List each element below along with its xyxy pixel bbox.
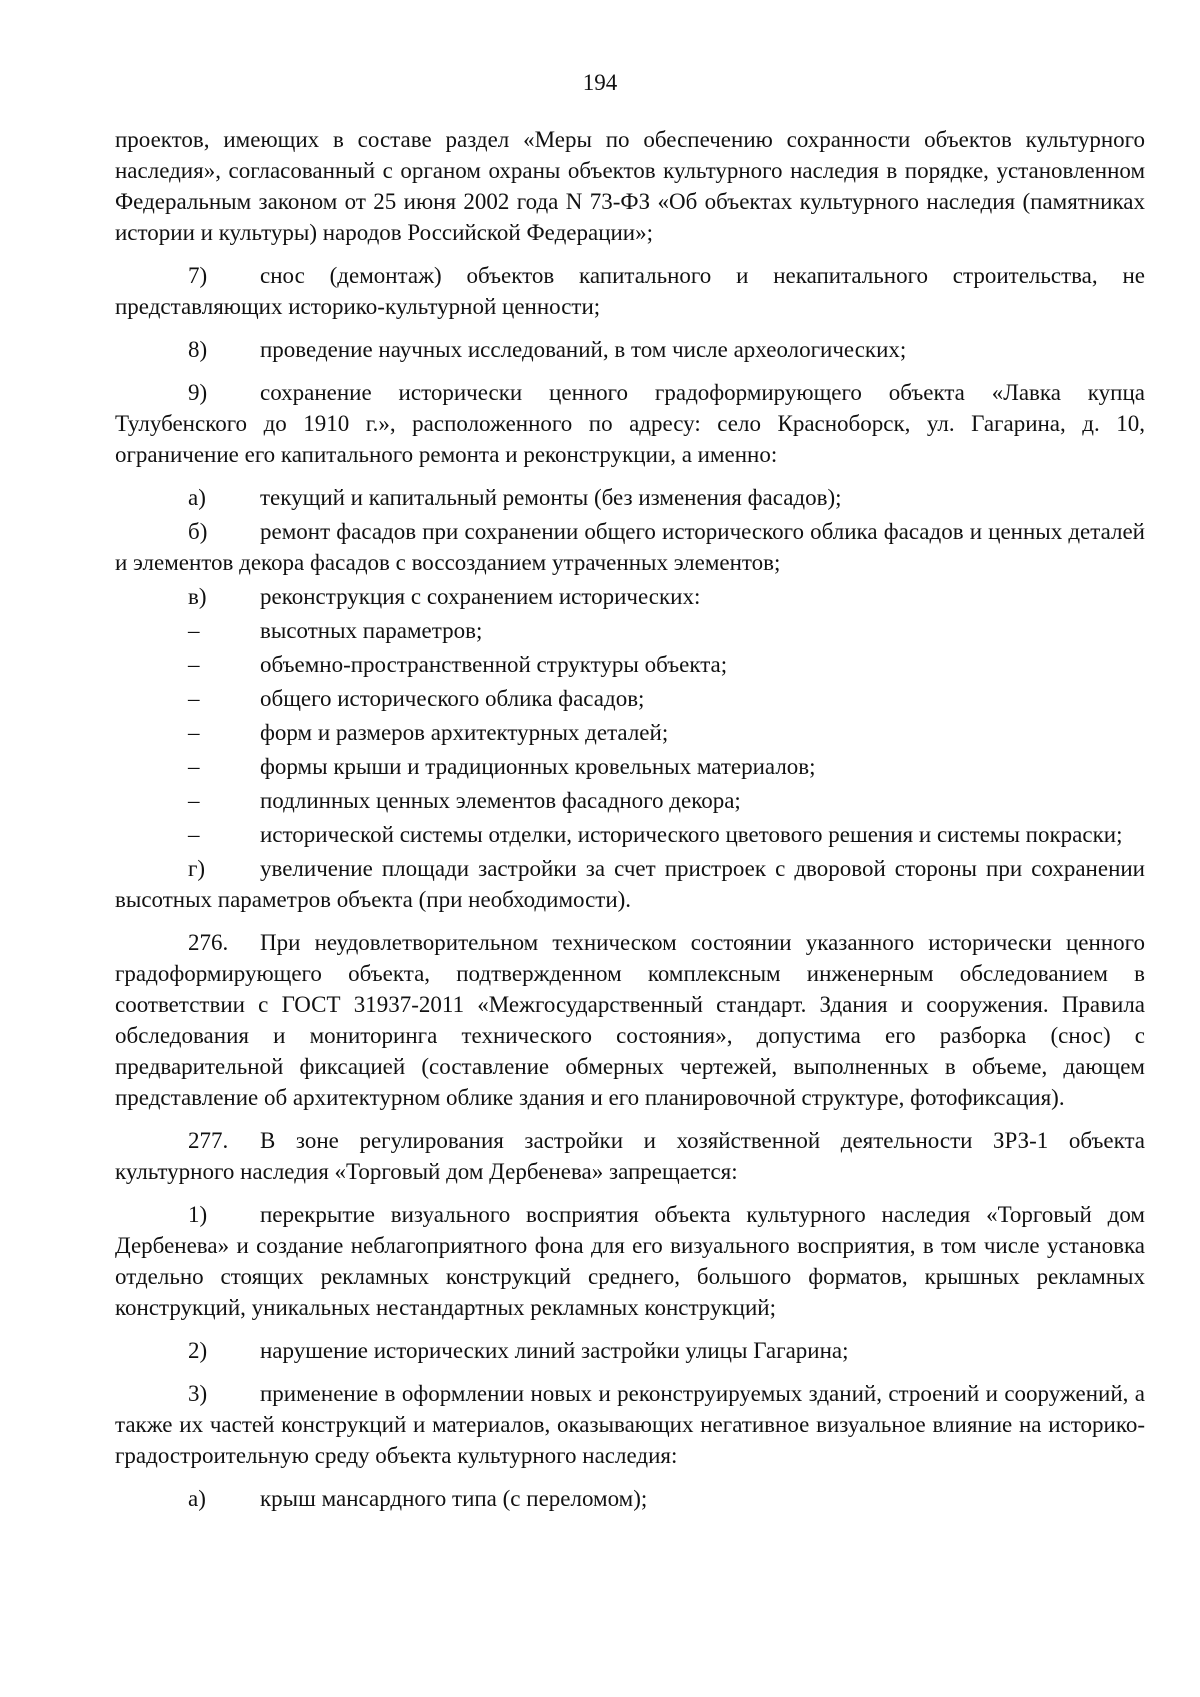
paragraph-continuation (115, 124, 1145, 248)
item-number: 3) (188, 1381, 208, 1406)
item-number: 1) (188, 1202, 208, 1227)
dash-item (115, 785, 1145, 816)
clause-text: При неудовлетворительном техническом состоянии указанного исторически ценного градоформирующего объекта, подтвержденном комплексным инженерным обследованием в соответствии с ГОСТ 31937-2011 «Межгосударственный стандарт. Здания и сооружения. Правила обследования и мониторинга технического состояния», допустима его разборка (снос) с предварительной фиксацией (составление обмерных чертежей, выполненных в объеме, дающем представление об архитектурном облике здания и его планировочной структуре, фотофиксация). (115, 930, 1145, 1110)
item-letter: а) (188, 485, 206, 510)
dash-marker: – (188, 754, 200, 779)
dash-item (115, 751, 1145, 782)
paragraph-text: проектов, имеющих в составе раздел «Меры по обеспечению сохранности объектов культурного наследия», согласованный с органом охраны объектов культурного наследия в порядке, установленном Федеральным законом от 25 июня 2002 года N 73-ФЗ «Об объектах культурного наследия (памятниках истории и культуры) народов Российской Федерации»; (115, 127, 1145, 245)
list-item-3 (115, 1378, 1145, 1471)
item-text: объемно-пространственной структуры объекта; (260, 652, 728, 677)
dash-item (115, 717, 1145, 748)
dash-item (115, 819, 1145, 850)
item-text: форм и размеров архитектурных деталей; (260, 720, 669, 745)
dash-item (115, 683, 1145, 714)
sub-item-g (115, 853, 1145, 915)
item-number: 9) (188, 380, 208, 405)
item-number: 7) (188, 263, 208, 288)
item-text: сохранение исторически ценного градоформирующего объекта «Лавка купца Тулубенского до 1910 г.», расположенного по адресу: село Красноборск, ул. Гагарина, д. 10, ограничение его капитального ремонта и реконструкции, а именно: (115, 380, 1145, 467)
page-number: 194 (582, 70, 618, 95)
item-text: формы крыши и традиционных кровельных материалов; (260, 754, 816, 779)
list-item-7 (115, 260, 1145, 322)
item-text: высотных параметров; (260, 618, 483, 643)
item-number: 8) (188, 337, 208, 362)
item-text: общего исторического облика фасадов; (260, 686, 645, 711)
dash-item (115, 615, 1145, 646)
item-text: снос (демонтаж) объектов капитального и некапитального строительства, не представляющих историко-культурной ценности; (115, 263, 1145, 319)
sub-item-b (115, 516, 1145, 578)
dash-marker: – (188, 788, 200, 813)
item-text: перекрытие визуального восприятия объекта культурного наследия «Торговый дом Дербенева» и создание неблагоприятного фона для его визуального восприятия, в том числе установка отдельно стоящих рекламных конструкций среднего, большого форматов, крышных рекламных конструкций, уникальных нестандартных рекламных конструкций; (115, 1202, 1145, 1320)
item-text: нарушение исторических линий застройки улицы Гагарина; (260, 1338, 849, 1363)
clause-277 (115, 1125, 1145, 1187)
item-text: текущий и капитальный ремонты (без изменения фасадов); (260, 485, 842, 510)
item-number: 2) (188, 1338, 208, 1363)
dash-marker: – (188, 618, 200, 643)
item-letter: б) (188, 519, 208, 544)
list-item-2 (115, 1335, 1145, 1366)
sub-item-a-2 (115, 1483, 1145, 1514)
list-item-8 (115, 334, 1145, 365)
item-text: ремонт фасадов при сохранении общего исторического облика фасадов и ценных деталей и элементов декора фасадов с воссозданием утраченных элементов; (115, 519, 1145, 575)
item-letter: г) (188, 856, 206, 881)
clause-text: В зоне регулирования застройки и хозяйственной деятельности ЗРЗ-1 объекта культурного наследия «Торговый дом Дербенева» запрещается: (115, 1128, 1145, 1184)
dash-marker: – (188, 652, 200, 677)
list-item-1 (115, 1199, 1145, 1323)
item-text: крыш мансардного типа (с переломом); (260, 1486, 648, 1511)
clause-276 (115, 927, 1145, 1113)
item-text: увеличение площади застройки за счет пристроек с дворовой стороны при сохранении высотных параметров объекта (при необходимости). (115, 856, 1145, 912)
dash-marker: – (188, 822, 200, 847)
item-text: подлинных ценных элементов фасадного декора; (260, 788, 741, 813)
clause-number: 277. (188, 1128, 229, 1153)
sub-item-v (115, 581, 1145, 612)
list-item-9 (115, 377, 1145, 470)
dash-marker: – (188, 720, 200, 745)
item-text: реконструкция с сохранением исторических: (260, 584, 701, 609)
dash-item (115, 649, 1145, 680)
item-letter: в) (188, 584, 207, 609)
item-text: исторической системы отделки, исторического цветового решения и системы покраски; (260, 822, 1123, 847)
clause-number: 276. (188, 930, 229, 955)
item-text: проведение научных исследований, в том числе археологических; (260, 337, 907, 362)
document-body (115, 124, 1145, 1514)
sub-item-a (115, 482, 1145, 513)
item-letter: а) (188, 1486, 206, 1511)
dash-marker: – (188, 686, 200, 711)
item-text: применение в оформлении новых и реконструируемых зданий, строений и сооружений, а также их частей конструкций и материалов, оказывающих негативное визуальное влияние на историко-градостроительную среду объекта культурного наследия: (115, 1381, 1145, 1468)
